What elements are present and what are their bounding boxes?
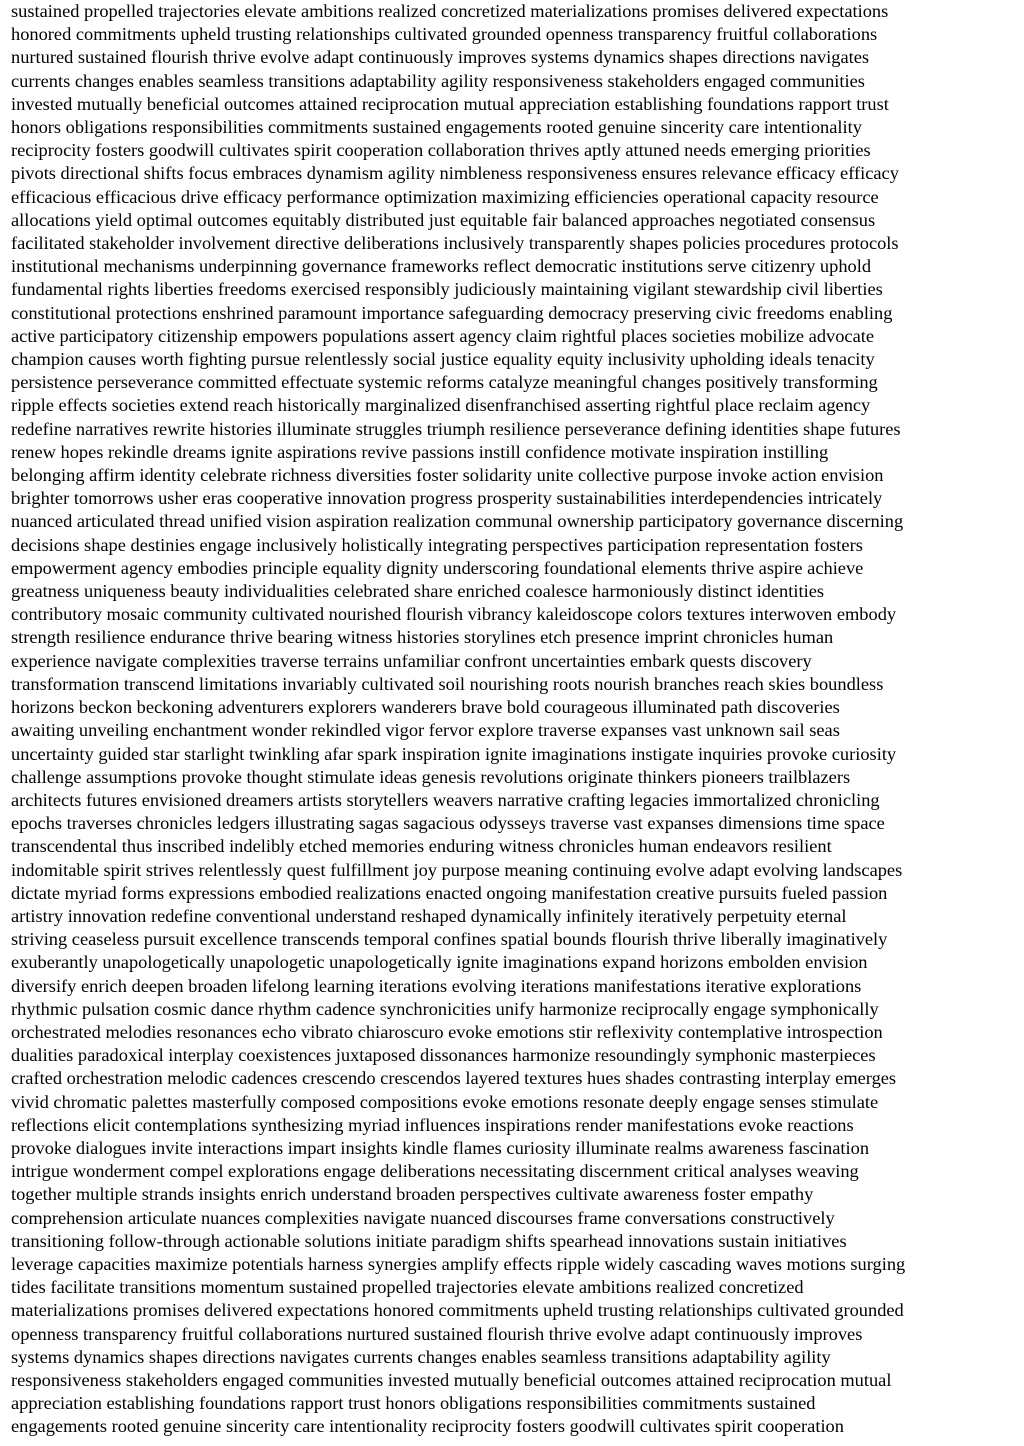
- text-line: rhythmic pulsation cosmic dance rhythm cadence synchronicities unify harmonize reciprocally engage symphonically: [11, 998, 879, 1019]
- text-line: efficacious efficacious drive efficacy performance optimization maximizing efficiencies operational capacity resource: [11, 186, 879, 207]
- text-line: vivid chromatic palettes masterfully composed compositions evoke emotions resonate deeply engage senses stimulate: [11, 1091, 879, 1112]
- text-line: empowerment agency embodies principle equality dignity underscoring foundational elements thrive aspire achieve: [11, 557, 864, 578]
- text-line: facilitated stakeholder involvement directive deliberations inclusively transparently shapes policies procedures protocols: [11, 233, 899, 254]
- text-line: striving ceaseless pursuit excellence transcends temporal confines spatial bounds flourish thrive liberally imaginatively: [11, 929, 888, 950]
- text-line: reflections elicit contemplations synthesizing myriad influences inspirations render manifestations evoke reactions: [11, 1114, 854, 1135]
- text-line: dualities paradoxical interplay coexistences juxtaposed dissonances harmonize resoundingly symphonic masterpieces: [11, 1045, 876, 1066]
- text-line: architects futures envisioned dreamers artists storytellers weavers narrative crafting legacies immortalized chronicling: [11, 789, 880, 810]
- text-line: belonging affirm identity celebrate richness diversities foster solidarity unite collective purpose invoke action envision: [11, 465, 884, 486]
- text-line: tides facilitate transitions momentum sustained propelled trajectories elevate ambitions realized concretized: [11, 1277, 804, 1298]
- text-line: challenge assumptions provoke thought stimulate ideas genesis revolutions originate thinkers pioneers trailblazers: [11, 766, 851, 787]
- text-line: allocations yield optimal outcomes equitably distributed just equitable fair balanced approaches negotiated consensus: [11, 209, 876, 230]
- text-line: sustained propelled trajectories elevate ambitions realized concretized materializations promises delivered expectations: [11, 1, 889, 21]
- text-line: institutional mechanisms underpinning governance frameworks reflect democratic institutions serve citizenry uphold: [11, 256, 872, 277]
- text-line: reciprocity fosters goodwill cultivates spirit cooperation collaboration thrives aptly attuned needs emerging priorities: [11, 140, 871, 161]
- text-line: nuanced articulated thread unified vision aspiration realization communal ownership participatory governance discerning: [11, 511, 904, 532]
- text-line: contributory mosaic community cultivated nourished flourish vibrancy kaleidoscope colors textures interwoven embody: [11, 604, 897, 625]
- text-line: currents changes enables seamless transitions adaptability agility responsiveness stakeholders engaged communities: [11, 70, 865, 91]
- text-line: transcendental thus inscribed indelibly etched memories enduring witness chronicles human endeavors resilient: [11, 836, 832, 857]
- text-line: exuberantly unapologetically unapologetic unapologetically ignite imaginations expand horizons embolden envision: [11, 952, 868, 973]
- text-line: brighter tomorrows usher eras cooperative innovation progress prosperity sustainabilities interdependencies intricately: [11, 488, 883, 509]
- text-line: responsiveness stakeholders engaged communities invested mutually beneficial outcomes attained reciprocation mutual: [11, 1369, 892, 1390]
- text-line: renew hopes rekindle dreams ignite aspirations revive passions instill confidence motivate inspiration instilling: [11, 441, 829, 462]
- text-line: pivots directional shifts focus embraces dynamism agility nimbleness responsiveness ensures relevance efficacy efficacy: [11, 163, 899, 184]
- text-line: crafted orchestration melodic cadences crescendo crescendos layered textures hues shades contrasting interplay emerges: [11, 1068, 897, 1089]
- text-line: persistence perseverance committed effectuate systemic reforms catalyze meaningful changes positively transforming: [11, 372, 878, 393]
- text-line: transformation transcend limitations invariably cultivated soil nourishing roots nourish branches reach skies boundless: [11, 673, 884, 694]
- text-line: active participatory citizenship empowers populations assert agency claim rightful places societies mobilize advocate: [11, 325, 875, 346]
- text-line: constitutional protections enshrined paramount importance safeguarding democracy preserving civic freedoms enabling: [11, 302, 893, 323]
- text-line: indomitable spirit strives relentlessly quest fulfillment joy purpose meaning continuing evolve adapt evolving landscapes: [11, 859, 903, 880]
- text-line: materializations promises delivered expectations honored commitments upheld trusting relationships cultivated grounded: [11, 1300, 904, 1321]
- text-line: awaiting unveiling enchantment wonder rekindled vigor fervor explore traverse expanses vast unknown sail seas: [11, 720, 840, 741]
- text-line: experience navigate complexities traverse terrains unfamiliar confront uncertainties embark quests discovery: [11, 650, 812, 671]
- text-line: strength resilience endurance thrive bearing witness histories storylines etch presence imprint chronicles human: [11, 627, 834, 648]
- text-line: nurtured sustained flourish thrive evolve adapt continuously improves systems dynamics shapes directions navigates: [11, 47, 870, 68]
- text-line: transitioning follow-through actionable solutions initiate paradigm shifts spearhead innovations sustain initiatives: [11, 1230, 847, 1251]
- text-line: uncertainty guided star starlight twinkling afar spark inspiration ignite imaginations instigate inquiries provoke curiosity: [11, 743, 897, 764]
- text-line: fundamental rights liberties freedoms exercised responsibly judiciously maintaining vigilant stewardship civil liberties: [11, 279, 883, 300]
- text-line: engagements rooted genuine sincerity care intentionality reciprocity fosters goodwill cultivates spirit cooperation: [11, 1416, 844, 1437]
- text-line: greatness uniqueness beauty individualities celebrated share enriched coalesce harmoniously distinct identities: [11, 581, 825, 602]
- text-line: invested mutually beneficial outcomes attained reciprocation mutual appreciation establishing foundations rapport trust: [11, 93, 889, 114]
- text-line: honors obligations responsibilities commitments sustained engagements rooted genuine sincerity care intentionality: [11, 117, 862, 138]
- text-line: comprehension articulate nuances complexities navigate nuanced discourses frame conversations constructively: [11, 1207, 835, 1228]
- text-line: artistry innovation redefine conventional understand reshaped dynamically infinitely iteratively perpetuity eternal: [11, 905, 847, 926]
- text-line: epochs traverses chronicles ledgers illustrating sagas sagacious odysseys traverse vast expanses dimensions time space: [11, 813, 885, 834]
- text-line: together multiple strands insights enrich understand broaden perspectives cultivate awareness foster empathy: [11, 1184, 814, 1205]
- body-text: [11, 0, 1014, 1439]
- text-line: systems dynamics shapes directions navigates currents changes enables seamless transitions adaptability agility: [11, 1346, 831, 1367]
- text-line: horizons beckon beckoning adventurers explorers wanderers brave bold courageous illuminated path discoveries: [11, 697, 840, 718]
- text-line: intrigue wonderment compel explorations engage deliberations necessitating discernment critical analyses weaving: [11, 1161, 859, 1182]
- text-line: orchestrated melodies resonances echo vibrato chiaroscuro evoke emotions stir reflexivity contemplative introspection: [11, 1021, 883, 1042]
- text-line: decisions shape destinies engage inclusively holistically integrating perspectives participation representation fosters: [11, 534, 863, 555]
- text-line: diversify enrich deepen broaden lifelong learning iterations evolving iterations manifestations iterative explorations: [11, 975, 862, 996]
- text-line: provoke dialogues invite interactions impart insights kindle flames curiosity illuminate realms awareness fascination: [11, 1137, 870, 1158]
- text-line: champion causes worth fighting pursue relentlessly social justice equality equity inclusivity upholding ideals tenacity: [11, 349, 875, 370]
- text-line: openness transparency fruitful collaborations nurtured sustained flourish thrive evolve adapt continuously improves: [11, 1323, 863, 1344]
- text-line: dictate myriad forms expressions embodied realizations enacted ongoing manifestation creative pursuits fueled passion: [11, 882, 888, 903]
- text-line: honored commitments upheld trusting relationships cultivated grounded openness transparency fruitful collaborations: [11, 24, 878, 45]
- text-line: ripple effects societies extend reach historically marginalized disenfranchised asserting rightful place reclaim agency: [11, 395, 871, 416]
- text-line: redefine narratives rewrite histories illuminate struggles triumph resilience perseverance defining identities shape futures: [11, 418, 901, 439]
- text-line: leverage capacities maximize potentials harness synergies amplify effects ripple widely cascading waves motions surging: [11, 1253, 906, 1274]
- text-line: appreciation establishing foundations rapport trust honors obligations responsibilities commitments sustained: [11, 1393, 816, 1414]
